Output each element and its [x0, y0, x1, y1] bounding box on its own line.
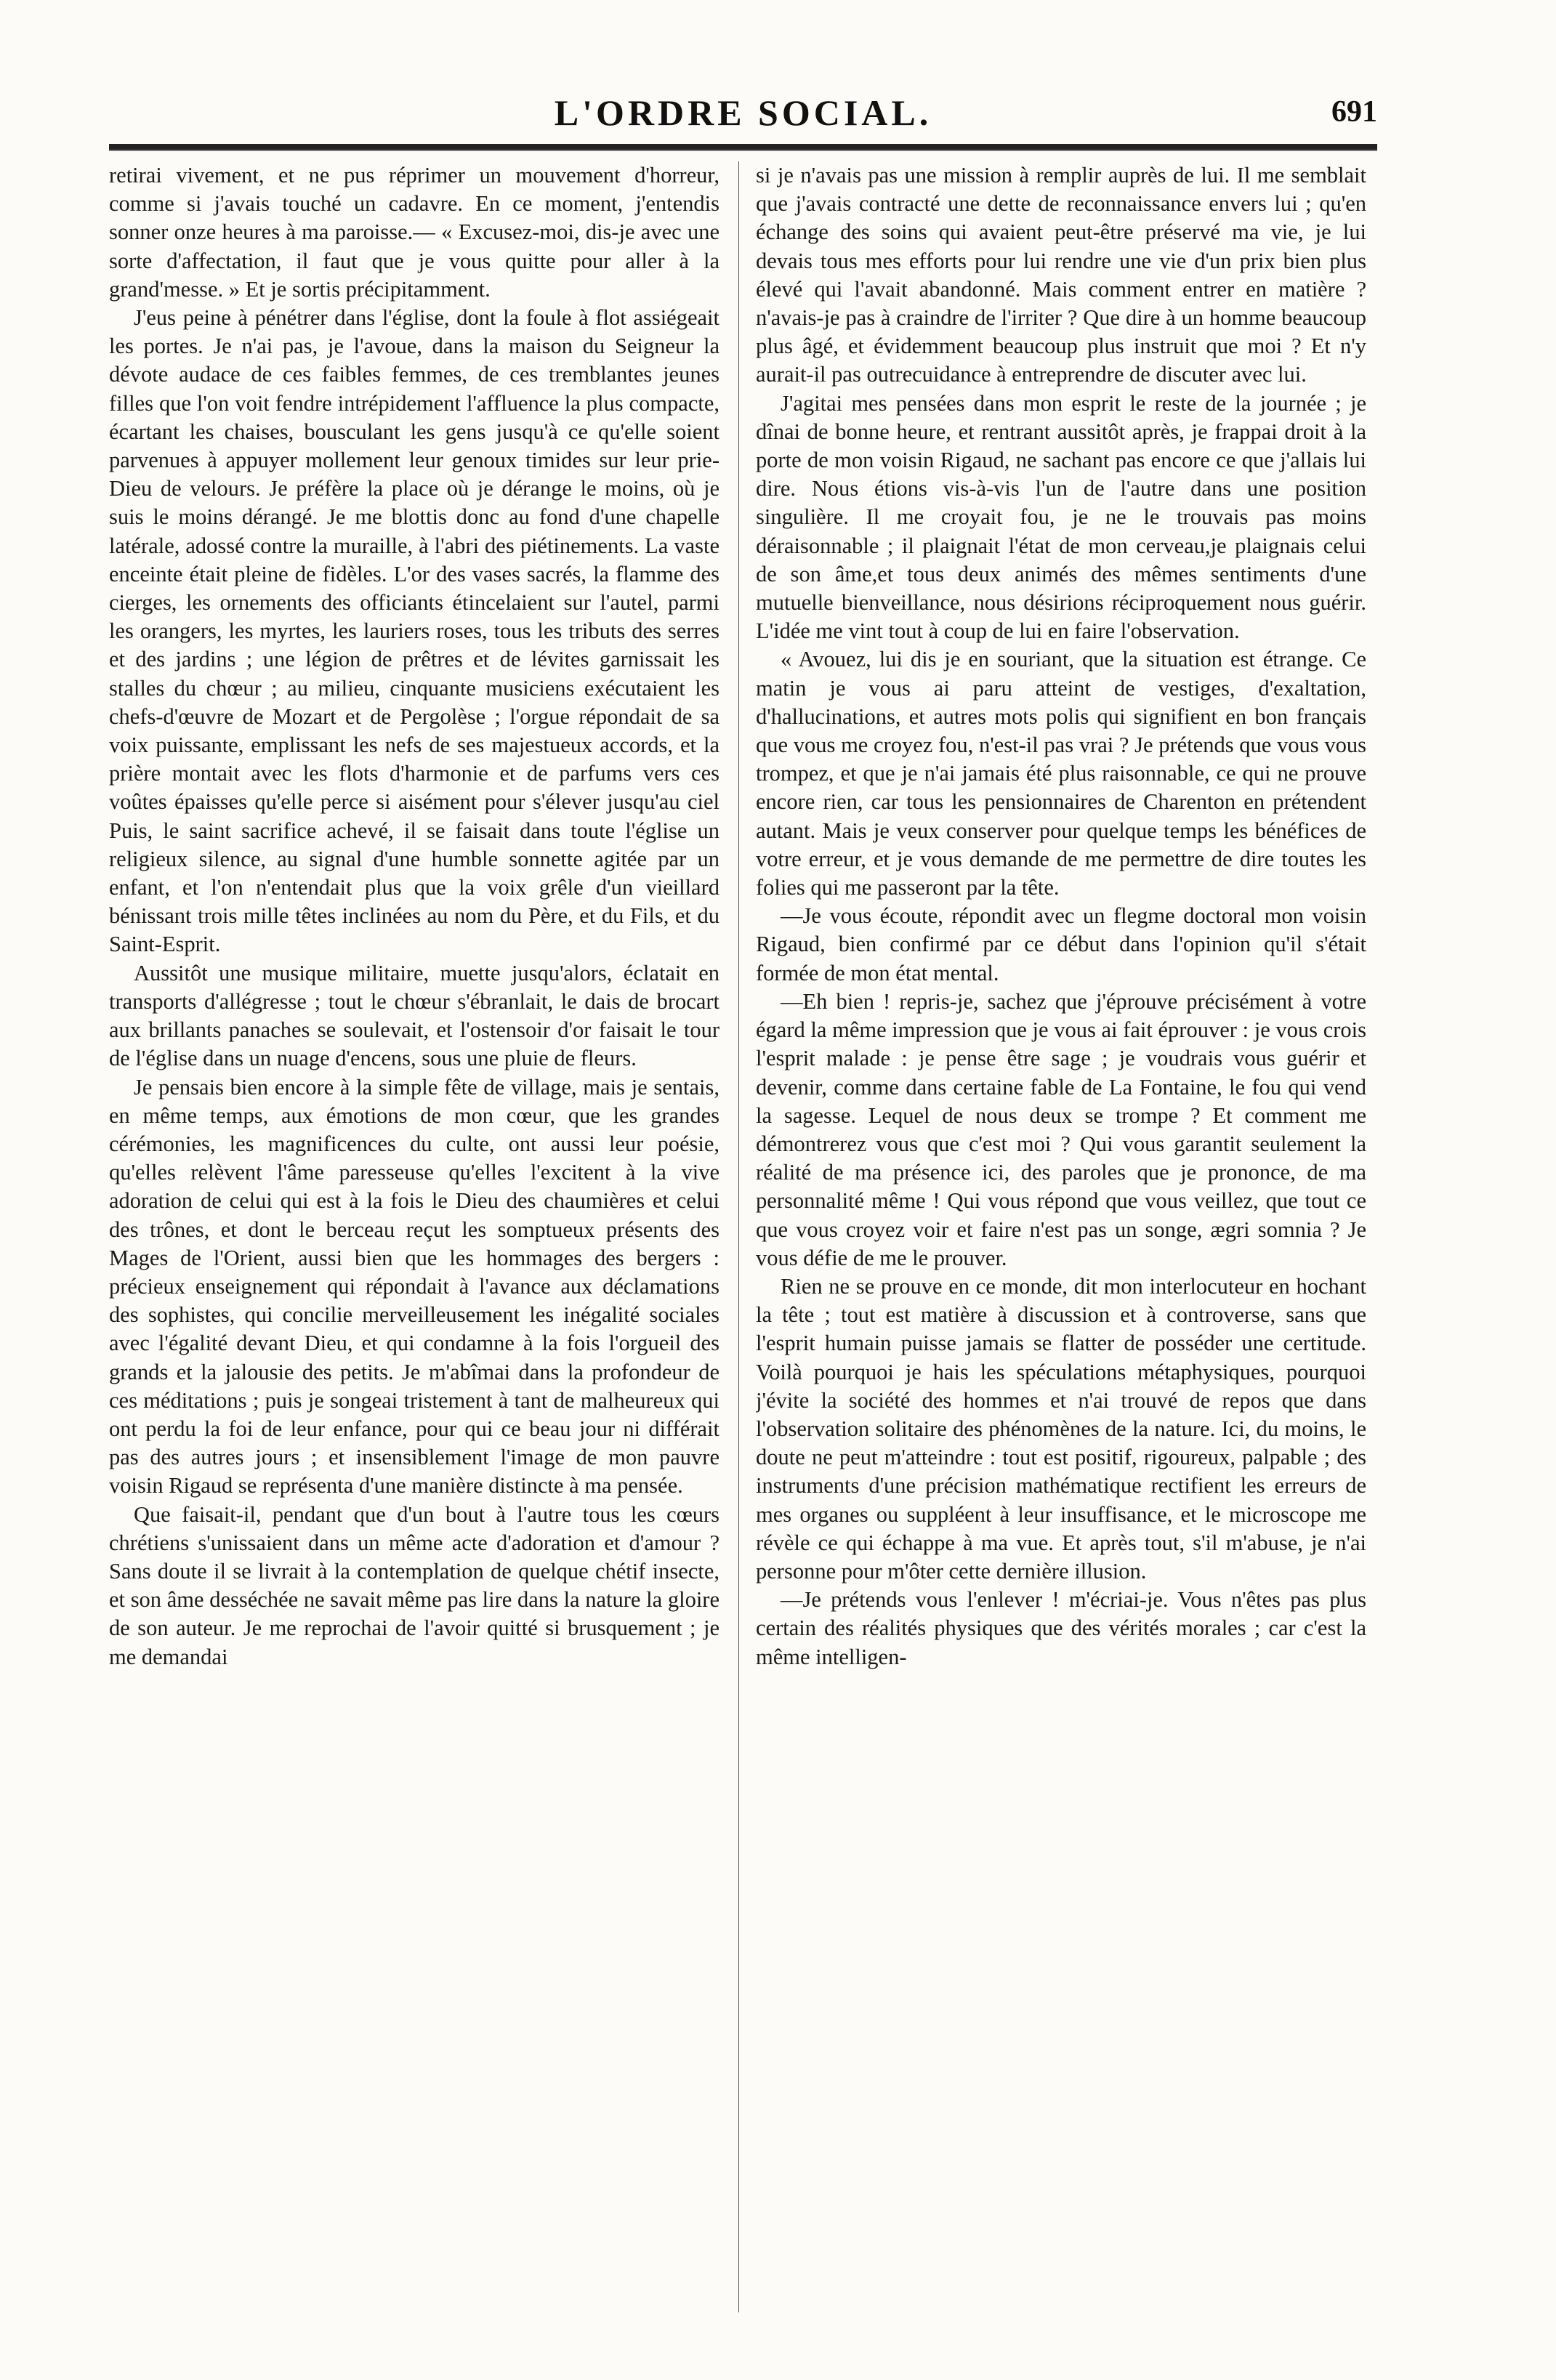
paragraph: « Avouez, lui dis je en souriant, que la situation est étrange. Ce matin je vous ai paru atteint de vestiges, d'exaltation, d'hallucinations, et autres mots polis qui signifient en bon français que vous me croyez fou, n'est-il pas vrai ? Je prétends que vous vous trompez, et que je n'ai jamais été plus raisonnable, ce qui ne prouve encore rien, car tous les pensionnaires de Charenton en prétendent autant. Mais je veux conserver pour quelque temps les bénéfices de votre erreur, et je vous demande de me permettre de dire toutes les folies qui me passeront par la tête. [756, 647, 1366, 900]
paragraph: —Je vous écoute, répondit avec un flegme doctoral mon voisin Rigaud, bien confirmé par ce début dans l'opinion qu'il s'était formée de mon état mental. [756, 903, 1366, 985]
paragraph: Je pensais bien encore à la simple fête de village, mais je sentais, en même temps, aux émotions de mon cœur, que les grandes cérémonies, les magnificences du culte, ont aussi leur poésie, qu'elles relèvent l'âme paresseuse qu'elles l'excitent à la vive adoration de celui qui est à la fois le Dieu des chaumières et celui des trônes, et dont le berceau reçut les somptueux présents des Mages de l'Orient, aussi bien que les hommages des bergers : précieux enseignement qui répondait à l'avance aux déclamations des sophistes, qui concilie merveilleusement les inégalité sociales avec l'égalité devant Dieu, et qui condamne à la fois l'orgueil des grands et la jalousie des petits. Je m'abîmai dans la profondeur de ces méditations ; puis je songeai tristement à tant de malheureux qui ont perdu la foi de leur enfance, pour qui ce beau jour ni différait pas des autres jours ; et insensiblement l'image de mon pauvre voisin Rigaud se représenta d'une manière distincte à ma pensée. [109, 1074, 719, 1498]
paragraph: J'eus peine à pénétrer dans l'église, dont la foule à flot assiégeait les portes. Je n'ai pas, je l'avoue, dans la maison du Seigneur la dévote audace de ces faibles femmes, de ces tremblantes jeunes filles que l'on voit fendre intrépidement l'affluence la plus compacte, écartant les chaises, bousculant les gens jusqu'à ce qu'elle soient parvenues à appuyer mollement leur genoux timides sur leur prie-Dieu de velours. Je préfère la place où je dérange le moins, où je suis le moins dérangé. Je me blottis donc au fond d'une chapelle latérale, adossé contre la muraille, à l'abri des piétinements. La vaste enceinte était pleine de fidèles. L'or des vases sacrés, la flamme des cierges, les ornements des officiants étincelaient sur l'autel, parmi les orangers, les myrtes, les lauriers roses, tous les tributs des serres et des jardins ; une légion de prêtres et de lévites garnissait les stalles du chœur ; au milieu, cinquante musiciens exécutaient les chefs-d'œuvre de Mozart et de Pergolèse ; l'orgue répondait de sa voix puissante, emplissant les nefs de ses majestueux accords, et la prière montait avec les flots d'harmonie et de parfums vers ces voûtes épaisses qu'elle perce si aisément pour s'élever jusqu'au ciel Puis, le saint sacrifice achevé, il se faisait dans toute l'église un religieux silence, au signal d'une humble sonnette agitée par un enfant, et l'on n'entendait plus que la voix grêle d'un vieillard bénissant trois mille têtes inclinées au nom du Père, et du Fils, et du Saint-Esprit. [109, 305, 719, 957]
paragraph: —Je prétends vous l'enlever ! m'écriai-je. Vous n'êtes pas plus certain des réalités physiques que des vérités morales ; car c'est la même intelligen- [756, 1587, 1366, 1669]
page-title: L'ORDRE SOCIAL. [554, 92, 932, 133]
paragraph: Aussitôt une musique militaire, muette jusqu'alors, éclatait en transports d'allégresse ; tout le chœur s'ébranlait, le dais de brocart aux brillants panaches se soulevait, et l'ostensoir d'or faisait le tour de l'église dans un nuage d'encens, sous une pluie de fleurs. [109, 960, 719, 1071]
header-rule [109, 144, 1377, 151]
paragraph: Que faisait-il, pendant que d'un bout à l'autre tous les cœurs chrétiens s'unissaient dans un même acte d'adoration et d'amour ? Sans doute il se livrait à la contemplation de quelque chétif insecte, et son âme desséchée ne savait même pas lire dans la nature la gloire de son auteur. Je me reprochai de l'avoir quitté si brusquement ; je me demandai [109, 1501, 719, 1669]
paragraph: si je n'avais pas une mission à remplir auprès de lui. Il me semblait que j'avais contracté une dette de reconnaissance envers lui ; qu'en échange des soins qui avaient peut-être préservé ma vie, je lui devais tous mes efforts pour lui rendre une vie d'un prix bien plus élevé qui l'avait abandonné. Mais comment entrer en matière ? n'avais-je pas à craindre de l'irriter ? Que dire à un homme beaucoup plus âgé, et évidemment beaucoup plus instruit que moi ? Et n'y aurait-il pas outrecuidance à entreprendre de discuter avec lui. [756, 163, 1366, 387]
right-column [756, 161, 1366, 2345]
paragraph: retirai vivement, et ne pus réprimer un mouvement d'horreur, comme si j'avais touché un cadavre. En ce moment, j'entendis sonner onze heures à ma paroisse.— « Excusez-moi, dis-je avec une sorte d'affectation, il faut que je vous quitte pour aller à la grand'messe. » Et je sortis précipitamment. [109, 163, 719, 302]
page-number: 691 [1331, 95, 1377, 129]
column-divider [738, 161, 739, 2312]
paragraph: J'agitai mes pensées dans mon esprit le reste de la journée ; je dînai de bonne heure, et rentrant aussitôt après, je frappai droit à la porte de mon voisin Rigaud, ne sachant pas encore ce que j'allais lui dire. Nous étions vis-à-vis l'un de l'autre dans une position singulière. Il me croyait fou, je ne le trouvais pas moins déraisonnable ; il plaignait l'état de mon cerveau,je plaignais celui de son âme,et tous deux animés des mêmes sentiments d'une mutuelle bienveillance, nous désirions réciproquement nous guérir. L'idée me vint tout à coup de lui en faire l'observation. [756, 390, 1366, 644]
page-header [109, 87, 1377, 138]
left-column [109, 161, 719, 2345]
paragraph: —Eh bien ! repris-je, sachez que j'éprouve précisément à votre égard la même impression que je vous ai fait éprouver : je vous crois l'esprit malade : je pense être sage ; je voudrais vous guérir et devenir, comme dans certaine fable de La Fontaine, le fou qui vend la sagesse. Lequel de nous deux se trompe ? Et comment me démontrerez vous que c'est moi ? Qui vous garantit seulement la réalité de ma présence ici, des paroles que je prononce, de ma personnalité même ! Qui vous répond que vous veillez, que tout ce que vous croyez voir et faire n'est pas un songe, ægri somnia ? Je vous défie de me le prouver. [756, 988, 1366, 1270]
paragraph: Rien ne se prouve en ce monde, dit mon interlocuteur en hochant la tête ; tout est matière à discussion et à controverse, sans que l'esprit humain puisse jamais se flatter de posséder une certitude. Voilà pourquoi je hais les spéculations métaphysiques, pourquoi j'évite la société des hommes et n'ai trouvé de repos que dans l'observation solitaire des phénomènes de la nature. Ici, du moins, le doute ne peut m'atteindre : tout est positif, rigoureux, palpable ; des instruments d'une précision mathématique rectifient les erreurs de mes organes ou suppléent à leur insuffisance, et le microscope me révèle ce qui échappe à ma vue. Et après tout, s'il m'abuse, je n'ai personne pour m'ôter cette dernière illusion. [756, 1273, 1366, 1584]
